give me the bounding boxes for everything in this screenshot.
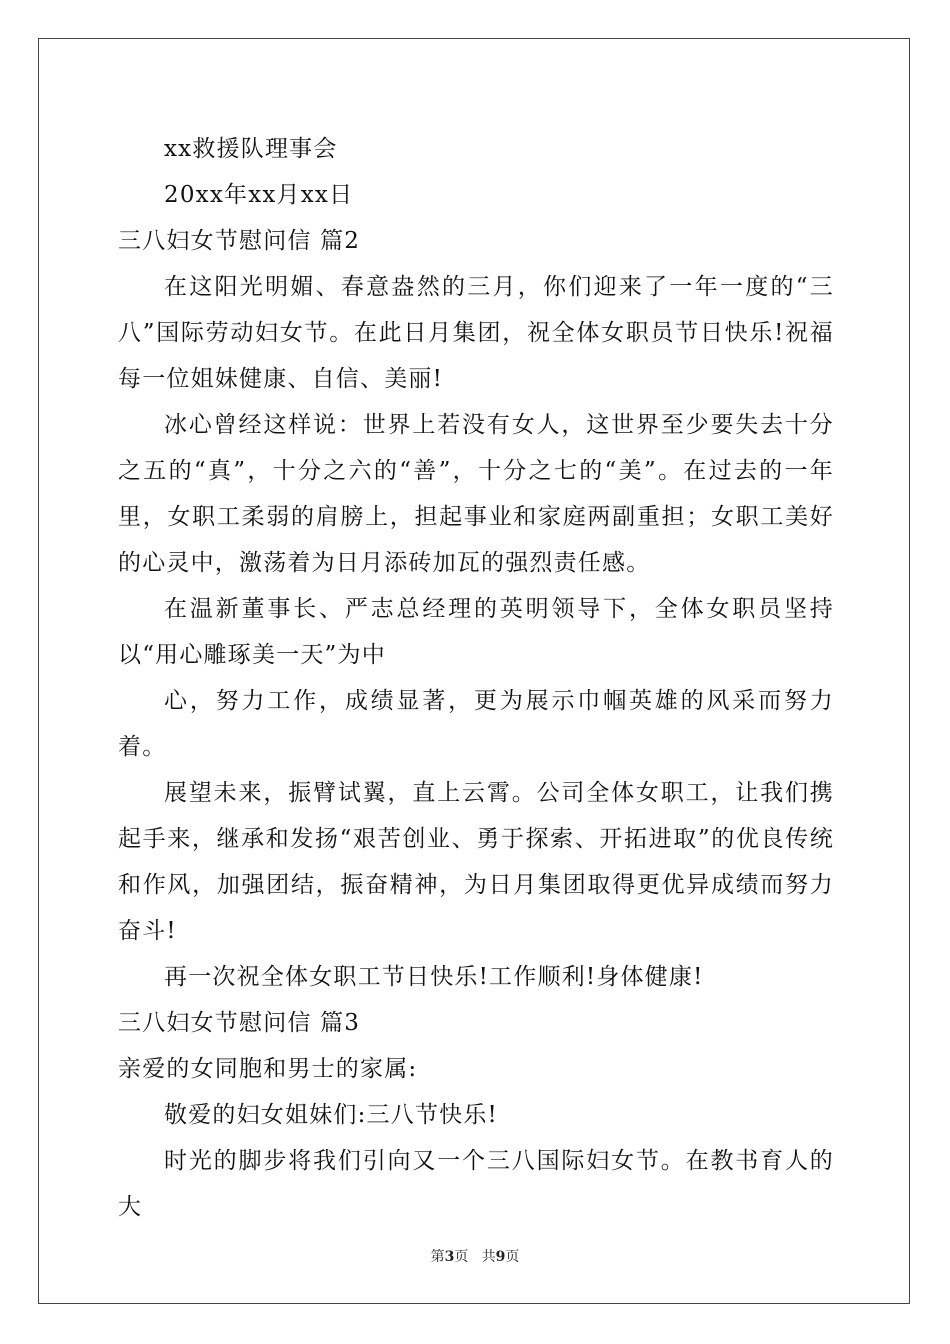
letter-signature: xx救援队理事会	[164, 136, 338, 162]
section-heading-2: 三八妇女节慰问信 篇2	[118, 228, 361, 254]
paragraph: 时光的脚步将我们引向又一个三八国际妇女节。在教书育人的大	[118, 1148, 834, 1220]
document-body	[118, 126, 834, 1230]
footer-page-suffix: 页	[505, 1249, 520, 1265]
paragraph: 敬爱的妇女姐妹们:三八节快乐!	[164, 1102, 498, 1128]
footer-page-current: 3	[444, 1249, 455, 1265]
salutation: 亲爱的女同胞和男士的家属:	[118, 1056, 418, 1082]
paragraph: 冰心曾经这样说：世界上若没有女人，这世界至少要失去十分之五的“真”，十分之六的“善”，十分之七的“美”。在过去的一年里，女职工柔弱的肩膀上，担起事业和家庭两副重担；女职工美好的心灵中，激荡着为日月添砖加瓦的强烈责任感。	[118, 412, 834, 576]
footer-page-mid: 页 共	[454, 1249, 496, 1265]
paragraph: 再一次祝全体女职工节日快乐!工作顺利!身体健康!	[164, 964, 704, 990]
page-footer	[0, 1246, 950, 1266]
letter-date: 20xx年xx月xx日	[164, 182, 354, 208]
footer-page-total: 9	[495, 1249, 506, 1265]
paragraph: 展望未来，振臂试翼，直上云霄。公司全体女职工，让我们携起手来，继承和发扬“艰苦创业、勇于探索、开拓进取”的优良传统和作风，加强团结，振奋精神，为日月集团取得更优异成绩而努力奋斗!	[118, 780, 834, 944]
footer-page-prefix: 第	[430, 1249, 445, 1265]
section-heading-3: 三八妇女节慰问信 篇3	[118, 1010, 361, 1036]
paragraph: 在温新董事长、严志总经理的英明领导下，全体女职员坚持以“用心雕琢美一天”为中	[118, 596, 834, 668]
paragraph: 心，努力工作，成绩显著，更为展示巾帼英雄的风采而努力着。	[118, 688, 834, 760]
paragraph: 在这阳光明媚、春意盎然的三月，你们迎来了一年一度的“三八”国际劳动妇女节。在此日月集团，祝全体女职员节日快乐!祝福每一位姐妹健康、自信、美丽!	[118, 274, 834, 392]
